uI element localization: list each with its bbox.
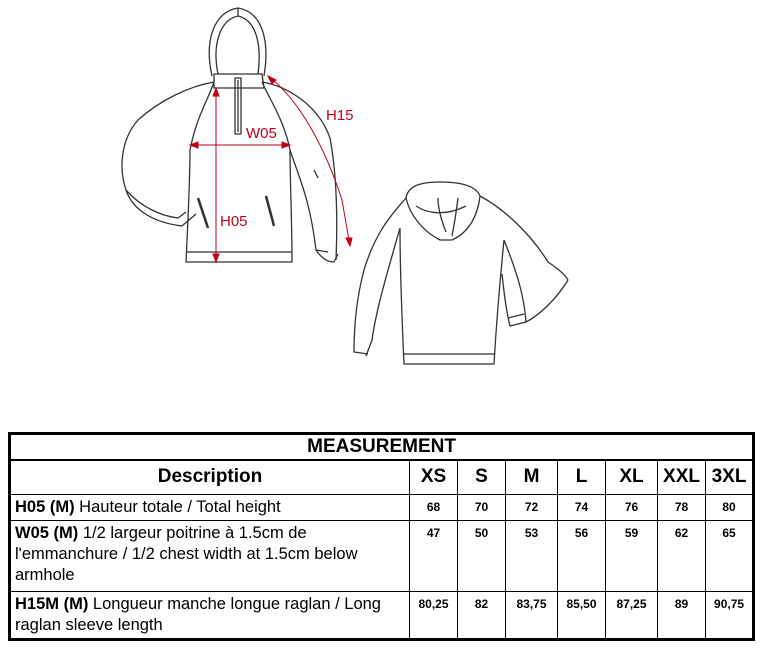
table-cell: 72 [506, 494, 558, 520]
table-cell: 53 [506, 520, 558, 591]
size-header: XXL [658, 460, 706, 494]
size-header: XL [606, 460, 658, 494]
row-description [10, 591, 410, 640]
row-code: W05 (M) [15, 523, 79, 542]
table-cell: 80,25 [410, 591, 458, 640]
table-row [10, 591, 754, 640]
table-cell: 90,75 [706, 591, 754, 640]
size-header: S [458, 460, 506, 494]
table-cell: 89 [658, 591, 706, 640]
row-description [10, 494, 410, 520]
table-cell: 62 [658, 520, 706, 591]
table-cell: 87,25 [606, 591, 658, 640]
h15-label: H15 [326, 107, 354, 124]
row-text: 1/2 largeur poitrine à 1.5cm de l'emmanchure / 1/2 chest width at 1.5cm below armhole [15, 523, 358, 584]
measurement-table [8, 432, 755, 641]
table-cell: 76 [606, 494, 658, 520]
table-title: MEASUREMENT [10, 434, 754, 461]
size-header: 3XL [706, 460, 754, 494]
table-cell: 70 [458, 494, 506, 520]
table-cell: 56 [558, 520, 606, 591]
table-cell: 65 [706, 520, 754, 591]
table-row [10, 520, 754, 591]
table-cell: 85,50 [558, 591, 606, 640]
table-cell: 68 [410, 494, 458, 520]
table-cell: 78 [658, 494, 706, 520]
measure-labels [220, 107, 354, 230]
row-text: Longueur manche longue raglan / Long raglan sleeve length [15, 594, 381, 634]
w05-label: W05 [246, 125, 277, 142]
table-cell: 83,75 [506, 591, 558, 640]
measure-lines [190, 76, 352, 262]
back-view [354, 182, 568, 364]
table-cell: 74 [558, 494, 606, 520]
row-code: H05 (M) [15, 497, 75, 516]
size-header: M [506, 460, 558, 494]
table-cell: 50 [458, 520, 506, 591]
table-cell: 80 [706, 494, 754, 520]
size-header: L [558, 460, 606, 494]
row-text: Hauteur totale / Total height [74, 497, 281, 516]
header-row [10, 460, 754, 494]
table-cell: 59 [606, 520, 658, 591]
size-header: XS [410, 460, 458, 494]
h05-label: H05 [220, 213, 248, 230]
table-cell: 82 [458, 591, 506, 640]
row-code: H15M (M) [15, 594, 89, 613]
row-description [10, 520, 410, 591]
description-header: Description [10, 460, 410, 494]
table-cell: 47 [410, 520, 458, 591]
table-row [10, 494, 754, 520]
